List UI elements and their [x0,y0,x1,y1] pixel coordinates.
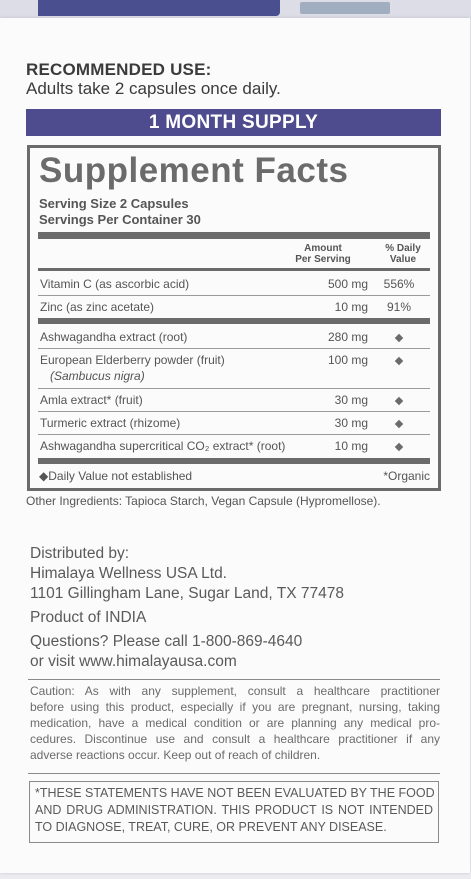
ingredient-amount: 30 mg [334,416,368,430]
distributor-address: 1101 Gillingham Lane, Sugar Land, TX 77478 [30,585,344,602]
ingredient-name: Ashwagandha supercritical CO₂ extract* (root) [40,439,286,453]
supplement-facts-title: Supplement Facts [39,151,349,190]
dv-not-established-icon [373,393,425,407]
package-top-band-secondary [300,2,390,14]
nutrient-dv: 556% [383,277,415,291]
dv-not-established-icon [373,330,425,344]
dv-not-established-icon [373,416,425,430]
caution-line: cedures. Discontinue use and consult a healthcare practitioner if any [30,732,440,746]
ingredient-amount: 280 mg [327,330,368,344]
dv-not-established-icon [373,439,425,453]
package-top-edge [0,0,471,20]
ingredient-name: Amla extract* (fruit) [40,393,143,407]
caution-top-rule [28,679,440,680]
caution-line: before using this product, especially if you are pregnant, nursing, taking [30,700,440,714]
header-amount [278,243,368,265]
daily-value-footnote: ◆Daily Value not established [39,469,193,483]
fda-disclaimer-box [29,781,439,843]
thick-divider [38,232,430,239]
caution-line: Caution: As with any supplement, consult a healthcare practitioner [30,684,440,698]
thick-divider [38,458,430,464]
other-ingredients: Other Ingredients: Tapioca Starch, Vegan Capsule (Hypromellose). [26,494,381,508]
medium-divider [38,268,430,271]
row-divider [38,434,430,435]
dv-not-established-icon [373,353,425,367]
header-daily-value [373,243,433,265]
fda-line: *THESE STATEMENTS HAVE NOT BEEN EVALUATED BY THE FOOD [35,786,435,800]
nutrient-name: Zinc (as zinc acetate) [40,300,155,314]
header-dv-line1: % Daily [385,243,421,254]
ingredient-latin-name: (Sambucus nigra) [50,369,145,383]
ingredient-name: Turmeric extract (rhizome) [40,416,181,430]
header-amount-line1: Amount [304,243,342,254]
thick-divider [38,318,430,324]
website: or visit www.himalayausa.com [30,653,237,670]
package-top-band [38,0,280,16]
row-divider [38,295,430,296]
nutrient-name: Vitamin C (as ascorbic acid) [40,277,190,291]
recommended-use-text: Adults take 2 capsules once daily. [26,79,281,98]
row-divider [38,348,430,349]
ingredient-amount: 10 mg [334,439,368,453]
ingredient-name: European Elderberry powder (fruit) [40,353,225,367]
supply-banner: 1 MONTH SUPPLY [26,109,441,136]
ingredient-name: Ashwagandha extract (root) [40,330,188,344]
product-origin: Product of INDIA [30,609,147,626]
row-divider [38,411,430,412]
caution-text [30,683,440,763]
servings-per-container: Servings Per Container 30 [39,212,201,227]
recommended-use-title: RECOMMENDED USE: [26,60,212,79]
nutrient-amount: 500 mg [327,277,368,291]
caution-line: adverse reactions occur. Keep out of reach of children. [30,748,321,762]
fda-line: AND DRUG ADMINISTRATION. THIS PRODUCT IS NOT INTENDED [35,803,433,817]
organic-footnote: *Organic [383,469,430,483]
fda-line: TO DIAGNOSE, TREAT, CURE, OR PREVENT ANY DISEASE. [35,820,387,834]
nutrient-amount: 10 mg [334,300,368,314]
distributor-company: Himalaya Wellness USA Ltd. [30,565,227,582]
ingredient-amount: 100 mg [327,353,368,367]
header-amount-line2: Per Serving [295,254,351,265]
ingredient-amount: 30 mg [334,393,368,407]
distributed-by-label: Distributed by: [30,545,130,562]
nutrient-dv: 91% [386,300,412,314]
questions-phone: Questions? Please call 1-800-869-4640 [30,633,303,650]
supplement-facts-panel [27,145,441,491]
row-divider [38,388,430,389]
header-dv-line2: Value [389,254,417,265]
serving-size: Serving Size 2 Capsules [39,196,189,211]
caution-bottom-rule [28,773,440,774]
caution-line: medication, have a medical condition or are planning any medical pro- [30,716,440,730]
